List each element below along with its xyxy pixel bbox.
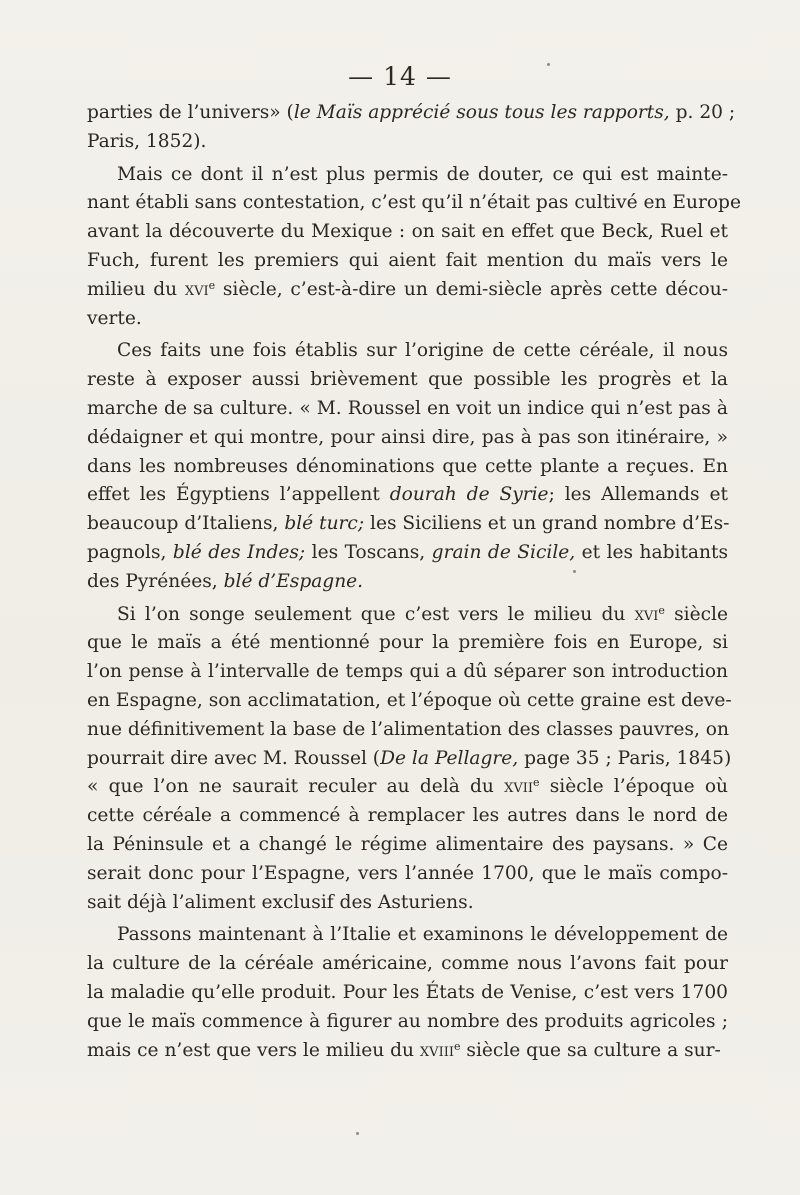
text-line	[87, 979, 728, 1008]
text-line	[87, 1037, 728, 1066]
text-run: mais ce n’est que vers le milieu du	[87, 1039, 420, 1061]
text-run: page 35 ; Paris, 1845)	[518, 747, 732, 769]
roman-numeral: xvii	[504, 776, 533, 798]
text-line	[87, 99, 736, 128]
italic-text: le Maïs apprécié sous tous les rapports,	[293, 102, 670, 123]
text-line	[87, 716, 728, 745]
text-line	[87, 424, 728, 453]
text-run: les Siciliens et un grand nombre d’Es-	[364, 513, 730, 535]
text-line	[87, 189, 741, 218]
paper-speck	[356, 1132, 359, 1135]
superscript: e	[208, 278, 216, 292]
text-run: Si l’on songe seulement que c’est vers le milieu du	[117, 603, 635, 625]
roman-numeral: xvi	[634, 603, 659, 625]
text-line	[87, 395, 728, 424]
paragraph	[87, 921, 728, 1065]
text-run: l’on pense à l’intervalle de temps qui a dû séparer son introduction	[87, 661, 728, 683]
text-line	[87, 860, 728, 889]
text-run: nue définitivement la base de l’alimentation des classes pauvres, on	[87, 718, 729, 740]
text-line	[87, 802, 728, 831]
text-run: Passons maintenant à l’Italie et examinons le développement de	[117, 924, 728, 946]
superscript: e	[533, 776, 540, 790]
italic-text: blé d’Espagne.	[223, 570, 364, 592]
text-run: marche de sa culture. « M. Roussel en voit un indice qui n’est pas à	[87, 397, 728, 419]
italic-text: blé des Indes;	[172, 541, 306, 563]
text-run: avant la découverte du Mexique : on sait en effet que Beck, Ruel et	[87, 221, 728, 243]
text-line	[87, 481, 728, 510]
text-line	[87, 773, 728, 802]
paper-speck	[573, 570, 576, 573]
text-run: p. 20 ;	[669, 102, 736, 123]
text-line	[87, 950, 728, 979]
text-run: des Pyrénées,	[87, 570, 224, 592]
text-run: siècle que sa culture a sur-	[460, 1039, 721, 1061]
text-run: siècle	[664, 603, 728, 625]
text-line	[87, 218, 728, 247]
text-run: siècle l’époque où	[539, 776, 728, 798]
text-line	[87, 247, 728, 276]
italic-text: dourah de Syrie	[389, 484, 549, 506]
text-run: que le maïs a été mentionné pour la première fois en Europe, si	[87, 632, 728, 654]
text-line	[87, 658, 728, 687]
text-line	[87, 1008, 728, 1037]
text-run: Mais ce dont il n’est plus permis de douter, ce qui est mainte-	[117, 163, 728, 185]
text-line	[87, 745, 732, 774]
text-run: milieu du	[87, 278, 185, 300]
text-run: pourrait dire avec M. Roussel (	[87, 747, 381, 769]
text-line	[87, 629, 728, 658]
text-run: dans les nombreuses dénominations que cette plante a reçues. En	[87, 455, 728, 477]
roman-numeral: xvi	[184, 278, 209, 300]
text-line	[87, 510, 728, 539]
paragraph	[87, 337, 728, 596]
text-line	[87, 921, 728, 950]
text-line	[87, 831, 728, 860]
text-line	[87, 305, 728, 334]
text-run: siècle, c’est-à-dire un demi-siècle après cette décou-	[215, 278, 728, 300]
text-line	[87, 128, 728, 157]
text-line	[87, 601, 728, 630]
text-run: « que l’on ne saurait reculer au delà du	[87, 776, 505, 798]
body-text	[87, 99, 741, 1065]
text-run: la culture de la céréale américaine, comme nous l’avons fait pour	[87, 953, 728, 975]
text-run: et les habitants	[575, 541, 728, 563]
text-line	[87, 889, 728, 918]
italic-text: blé turc;	[284, 513, 365, 535]
text-line	[87, 453, 728, 482]
superscript: e	[453, 1039, 461, 1053]
roman-numeral: xviii	[419, 1039, 454, 1061]
text-run: verte.	[87, 307, 142, 329]
text-run: beaucoup d’Italiens,	[87, 513, 285, 535]
paragraph	[87, 99, 736, 157]
italic-text: De la Pellagre,	[380, 747, 519, 769]
italic-text: grain de Sicile,	[431, 541, 576, 563]
text-line	[87, 687, 732, 716]
text-run: dédaigner et qui montre, pour ainsi dire, pas à pas son itinéraire, »	[87, 426, 728, 448]
text-run: ; les Allemands et	[548, 484, 728, 506]
text-run: la Péninsule et a changé le régime alimentaire des paysans. » Ce	[87, 833, 728, 855]
text-line	[87, 337, 728, 366]
text-run: les Toscans,	[305, 541, 432, 563]
paragraph	[87, 161, 741, 334]
text-line	[87, 161, 728, 190]
text-run: effet les Égyptiens l’appellent	[87, 484, 390, 506]
text-run: nant établi sans contestation, c’est qu’il n’était pas cultivé en Europe	[87, 192, 741, 214]
superscript: e	[658, 603, 665, 617]
paper-speck	[547, 63, 550, 66]
text-run: pagnols,	[87, 541, 173, 563]
text-run: cette céréale a commencé à remplacer les autres dans le nord de	[87, 805, 728, 827]
text-run: en Espagne, son acclimatation, et l’époque où cette graine est deve-	[87, 689, 732, 711]
text-run: Fuch, furent les premiers qui aient fait mention du maïs vers le	[87, 249, 728, 271]
text-run: la maladie qu’elle produit. Pour les États de Venise, c’est vers 1700	[87, 981, 728, 1003]
page-number: — 14 —	[348, 62, 452, 91]
text-run: parties de l’univers» (	[87, 102, 294, 123]
text-line	[87, 568, 728, 597]
paragraph	[87, 601, 732, 918]
text-run: serait donc pour l’Espagne, vers l’année 1700, que le maïs compo-	[87, 862, 728, 884]
text-run: Paris, 1852).	[87, 130, 207, 152]
text-line	[87, 366, 728, 395]
text-line	[87, 276, 728, 305]
text-run: Ces faits une fois établis sur l’origine de cette céréale, il nous	[117, 340, 728, 362]
text-line	[87, 539, 728, 568]
text-run: que le maïs commence à figurer au nombre des produits agricoles ;	[87, 1010, 728, 1032]
text-run: sait déjà l’aliment exclusif des Asturiens.	[87, 891, 474, 913]
text-run: reste à exposer aussi brièvement que possible les progrès et la	[87, 369, 728, 391]
